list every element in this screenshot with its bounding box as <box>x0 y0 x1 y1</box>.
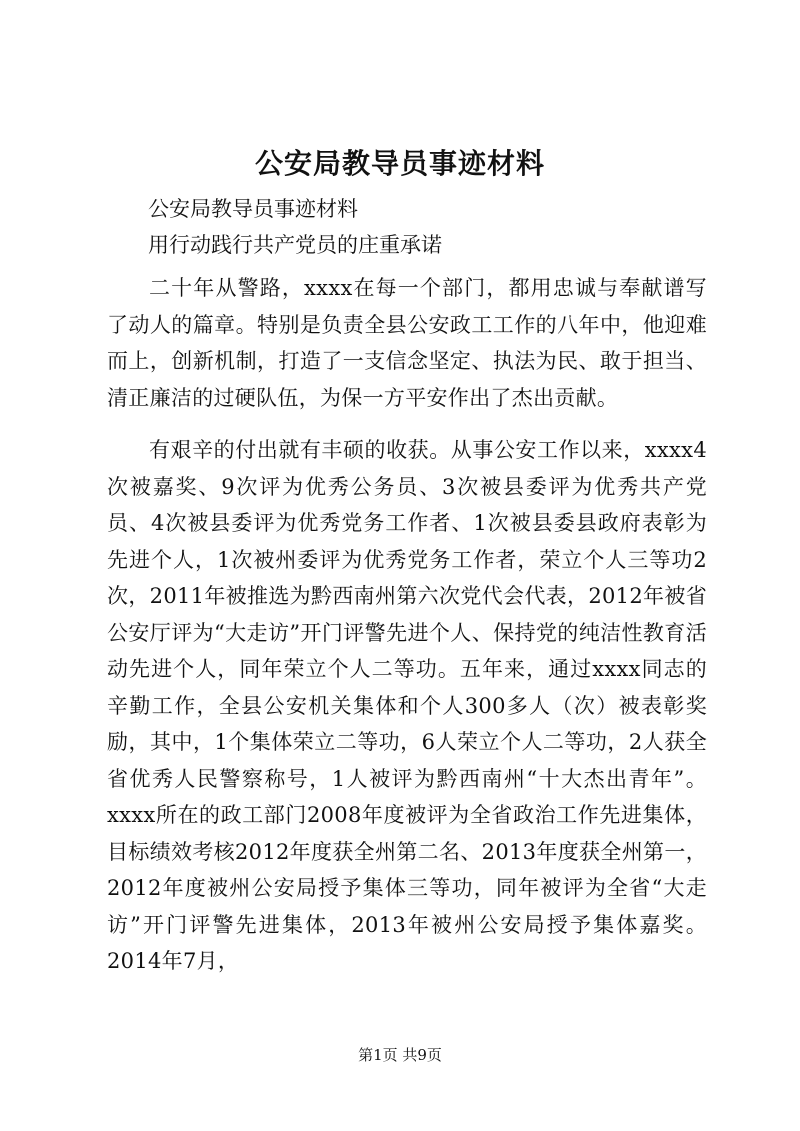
paragraph-intro: 二十年从警路，xxxx在每一个部门，都用忠诚与奉献谱写了动人的篇章。特别是负责全县公安政工工作的八年中，他迎难而上，创新机制，打造了一支信念坚定、执法为民、敢于担当、清正廉洁的过硬队伍，为保一方平安作出了杰出贡献。 <box>107 276 707 410</box>
document-title: 公安局教导员事迹材料 <box>254 147 545 180</box>
document-subtitle: 公安局教导员事迹材料 <box>148 197 358 221</box>
page-number: 第1页 共9页 <box>358 1046 442 1064</box>
document-heading: 用行动践行共产党员的庄重承诺 <box>148 233 442 257</box>
paragraph-achievements: 有艰辛的付出就有丰硕的收获。从事公安工作以来，xxxx4次被嘉奖、9次评为优秀公务员、3次被县委评为优秀共产党员、4次被县委评为优秀党务工作者、1次被县委县政府表彰为先进个人，1次被州委评为优秀党务工作者，荣立个人三等功2次，2011年被推选为黔西南州第六次党代会代表，2012年被省公安厅评为“大走访”开门评警先进个人、保持党的纯洁性教育活动先进个人，同年荣立个人二等功。五年来，通过xxxx同志的辛勤工作，全县公安机关集体和个人300多人（次）被表彰奖励，其中，1个集体荣立二等功，6人荣立个人二等功，2人获全省优秀人民警察称号，1人被评为黔西南州“十大杰出青年”。xxxx所在的政工部门2008年度被评为全省政治工作先进集体，目标绩效考核2012年度获全州第二名、2013年度获全州第一，2012年度被州公安局授予集体三等功，同年被评为全省“大走访”开门评警先进集体，2013年被州公安局授予集体嘉奖。2014年7月， <box>107 438 707 973</box>
